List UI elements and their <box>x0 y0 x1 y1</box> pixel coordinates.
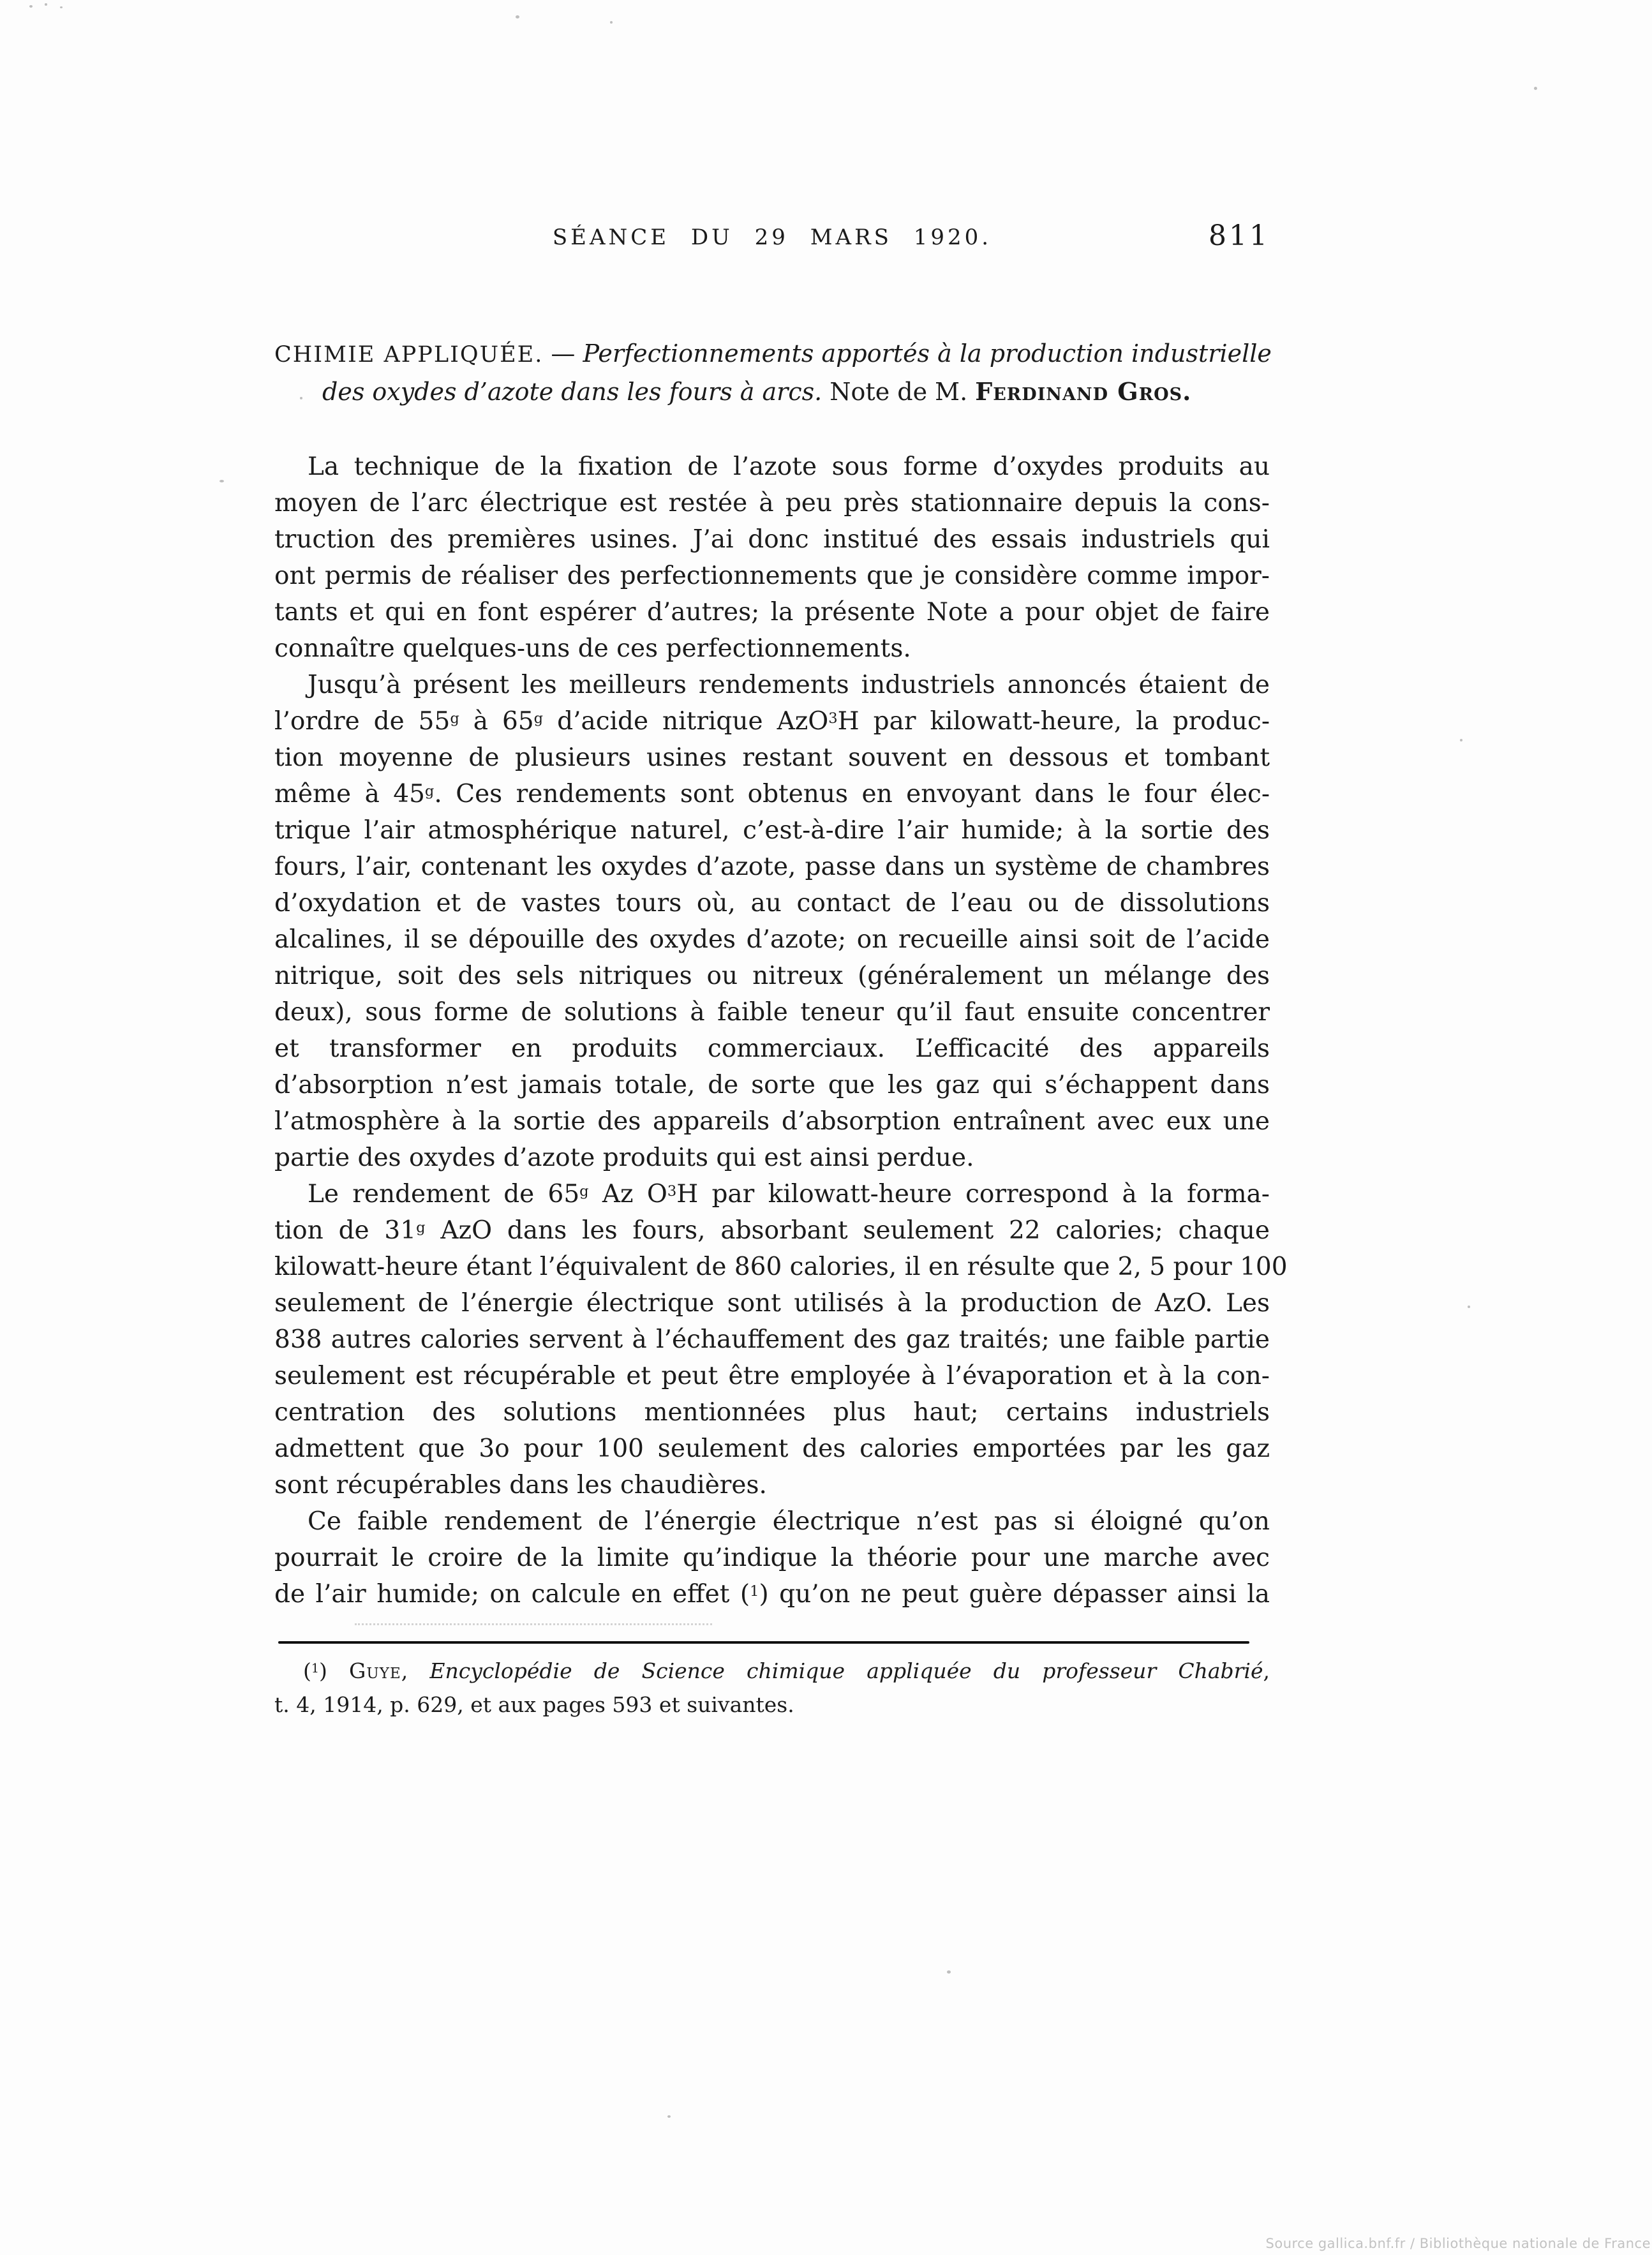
footnote-line: t. 4, 1914, p. 629, et aux pages 593 et suivantes. <box>274 1692 794 1717</box>
source-watermark: Source gallica.bnf.fr / Bibliothèque nationale de France <box>1265 2236 1651 2251</box>
title-subject-part1: Perfectionnements apportés à la production industrielle <box>583 339 1272 368</box>
text-line: moyen de l’arc électrique est restée à peu près stationnaire depuis la cons- <box>274 489 1270 517</box>
scan-artifact <box>45 3 47 6</box>
em-dash: — <box>551 339 576 368</box>
text-line: tion moyenne de plusieurs usines restant souvent en dessous et tombant <box>274 743 1270 772</box>
text-line: seulement de l’énergie électrique sont utilisés à la production de AzO. Les <box>274 1289 1270 1318</box>
article-title <box>274 336 1270 410</box>
text-line: Le rendement de 65$^g$ Az $O^3H$ par kilowatt-heure correspond à la forma- <box>308 1180 1270 1209</box>
footnote <box>274 1654 1270 1722</box>
text-line: nitrique, soit des sels nitriques ou nitreux (généralement un mélange des <box>274 962 1270 990</box>
text-line: tants et qui en font espérer d’autres; la présente Note a pour objet de faire <box>274 598 1270 627</box>
text-line: admettent que 3o pour 100 seulement des calories emportées par les gaz <box>274 1434 1270 1463</box>
text-line: d’oxydation et de vastes tours où, au contact de l’eau ou de dissolutions <box>274 889 1270 918</box>
text-line: 838 autres calories servent à l’échauffement des gaz traités; une faible partie <box>274 1325 1270 1354</box>
scan-artifact <box>1460 739 1462 741</box>
page-number: 811 <box>1209 220 1270 252</box>
footnote-line: ($^1$) Guye, Encyclopédie de Science chimique appliquée du professeur Chabrié, <box>303 1658 1270 1683</box>
text-line: et transformer en produits commerciaux. L’efficacité des appareils <box>274 1034 1270 1063</box>
scan-artifact <box>516 15 519 19</box>
scan-artifact <box>610 21 613 24</box>
text-line: d’absorption n’est jamais totale, de sorte que les gaz qui s’échappent dans <box>274 1071 1270 1099</box>
section-rubric: CHIMIE APPLIQUÉE. <box>274 342 544 368</box>
text-line: de l’air humide; on calcule en effet ($^1$) qu’on ne peut guère dépasser ainsi la <box>274 1580 1270 1609</box>
paragraph <box>274 667 1270 1176</box>
scan-artifact <box>947 1970 951 1974</box>
text-line: l’ordre de 55$^g$ à 65$^g$ d’acide nitrique AzO$^3$H par kilowatt-heure, la produc- <box>274 707 1270 736</box>
paragraph <box>274 1503 1270 1612</box>
author-name: Ferdinand Gros. <box>975 377 1192 406</box>
text-line: pourrait le croire de la limite qu’indique la théorie pour une marche avec <box>274 1544 1270 1572</box>
text-line: centration des solutions mentionnées plus haut; certains industriels <box>274 1398 1270 1427</box>
scan-artifact <box>355 1623 712 1625</box>
text-line: trique l’air atmosphérique naturel, c’est-à-dire l’air humide; à la sortie des <box>274 816 1270 845</box>
paragraph <box>274 449 1270 667</box>
scan-artifact <box>29 5 33 8</box>
title-line <box>274 336 1270 373</box>
text-line: deux), sous forme de solutions à faible teneur qu’il faut ensuite concentrer <box>274 998 1270 1027</box>
text-line: kilowatt-heure étant l’équivalent de 860 calories, il en résulte que 2, 5 pour 100 <box>274 1253 1288 1281</box>
scan-artifact <box>1534 87 1537 90</box>
scan-artifact <box>1468 1306 1470 1308</box>
scan-artifact <box>60 6 63 8</box>
scan-artifact <box>220 480 224 482</box>
text-line: partie des oxydes d’azote produits qui est ainsi perdue. <box>274 1143 974 1172</box>
text-line: connaître quelques-uns de ces perfectionnements. <box>274 634 911 663</box>
text-line: Jusqu’à présent les meilleurs rendements industriels annoncés étaient de <box>308 671 1270 699</box>
article-body <box>274 449 1288 1612</box>
note-de-label: Note de M. <box>830 378 968 406</box>
text-line: alcalines, il se dépouille des oxydes d’azote; on recueille ainsi soit de l’acide <box>274 925 1270 954</box>
text-line: Ce faible rendement de l’énergie électrique n’est pas si éloigné qu’on <box>308 1507 1270 1536</box>
paragraph <box>274 1176 1288 1503</box>
running-header <box>274 220 1270 252</box>
text-line: l’atmosphère à la sortie des appareils d’absorption entraînent avec eux une <box>274 1107 1270 1136</box>
scan-artifact <box>667 2115 671 2118</box>
title-line <box>274 373 1270 410</box>
text-line: sont récupérables dans les chaudières. <box>274 1471 767 1500</box>
footnote-rule <box>278 1641 1249 1644</box>
text-line: ont permis de réaliser des perfectionnements que je considère comme impor- <box>274 562 1270 590</box>
session-header: SÉANCE DU 29 MARS 1920. <box>552 225 992 250</box>
text-line: La technique de la fixation de l’azote sous forme d’oxydes produits au <box>308 452 1270 481</box>
text-line: seulement est récupérable et peut être employée à l’évaporation et à la con- <box>274 1362 1270 1390</box>
text-line: truction des premières usines. J’ai donc institué des essais industriels qui <box>274 525 1270 554</box>
text-line: fours, l’air, contenant les oxydes d’azote, passe dans un système de chambres <box>274 852 1270 881</box>
text-line: même à 45$^g$. Ces rendements sont obtenus en envoyant dans le four élec- <box>274 780 1270 808</box>
scan-artifact <box>300 397 302 399</box>
title-subject-part2: des oxydes d’azote dans les fours à arcs. <box>322 378 822 406</box>
text-line: tion de 31$^g$ AzO dans les fours, absorbant seulement 22 calories; chaque <box>274 1216 1270 1245</box>
